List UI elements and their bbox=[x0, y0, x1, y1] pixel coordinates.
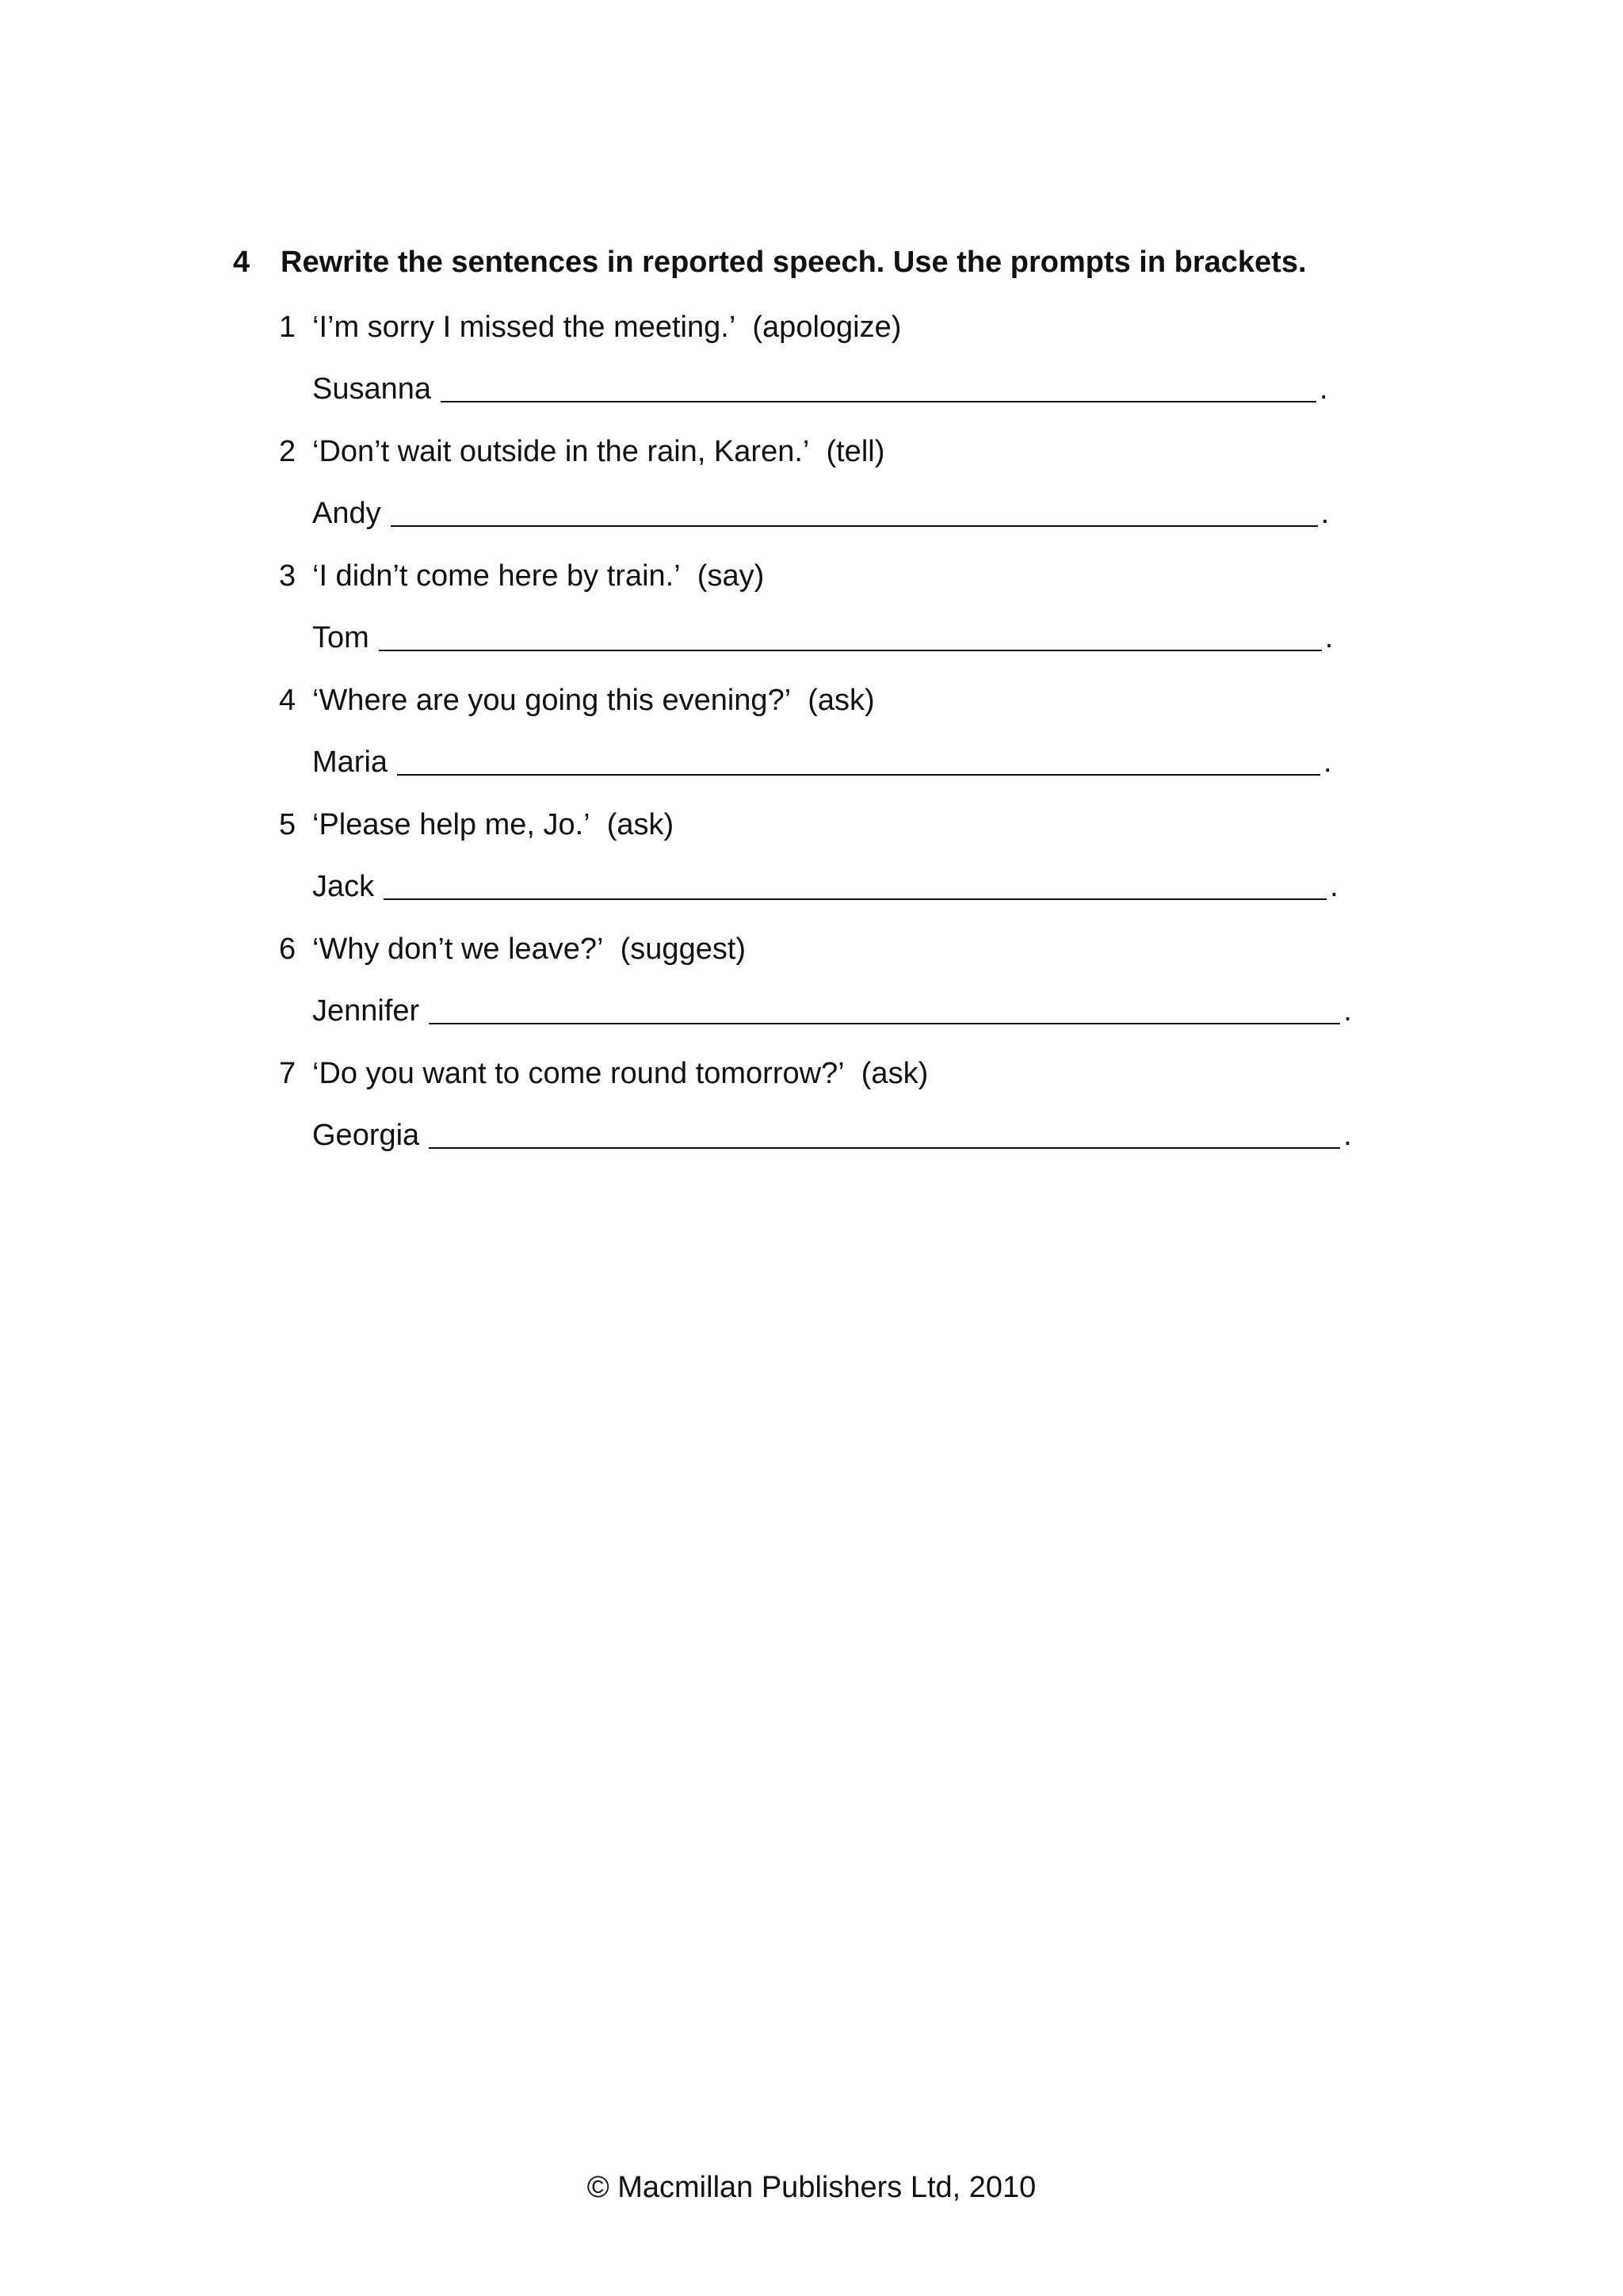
exercise-item-5 bbox=[279, 805, 1388, 906]
exercise-number: 4 bbox=[233, 246, 250, 279]
item-number: 7 bbox=[279, 1057, 296, 1090]
answer-blank[interactable] bbox=[429, 991, 1340, 1024]
answer-blank[interactable] bbox=[397, 742, 1320, 776]
exercise-item-6 bbox=[279, 929, 1388, 1031]
item-prompt-line bbox=[279, 681, 1388, 720]
item-number: 3 bbox=[279, 559, 296, 593]
exercise-instruction: Rewrite the sentences in reported speech. Use the prompts in brackets. bbox=[281, 246, 1307, 279]
item-subject: Jack bbox=[312, 870, 375, 903]
item-verb-prompt: (apologize) bbox=[752, 311, 902, 344]
exercise-item-1 bbox=[279, 307, 1388, 409]
item-subject: Maria bbox=[312, 746, 388, 779]
item-subject: Georgia bbox=[312, 1119, 420, 1152]
item-quote: ‘I’m sorry I missed the meeting.’ bbox=[312, 311, 736, 344]
item-prompt-line bbox=[279, 929, 1388, 969]
item-number: 1 bbox=[279, 311, 296, 344]
exercise-item-3 bbox=[279, 556, 1388, 658]
exercise-item-4 bbox=[279, 681, 1388, 782]
item-prompt-line bbox=[279, 556, 1388, 596]
item-verb-prompt: (ask) bbox=[861, 1057, 929, 1090]
item-end-mark: . bbox=[1323, 746, 1332, 779]
item-end-mark: . bbox=[1319, 372, 1328, 406]
answer-blank[interactable] bbox=[429, 1116, 1340, 1149]
item-end-mark: . bbox=[1324, 621, 1334, 654]
item-subject: Andy bbox=[312, 497, 381, 530]
item-answer-line bbox=[312, 867, 1388, 906]
item-answer-line bbox=[312, 369, 1388, 409]
item-answer-line bbox=[312, 991, 1388, 1031]
item-verb-prompt: (ask) bbox=[606, 808, 674, 841]
item-prompt-line bbox=[279, 805, 1388, 845]
item-quote: ‘Do you want to come round tomorrow?’ bbox=[312, 1057, 845, 1090]
item-answer-line bbox=[312, 742, 1388, 782]
item-answer-line bbox=[312, 1116, 1388, 1155]
item-quote: ‘Why don’t we leave?’ bbox=[312, 933, 604, 966]
item-subject: Susanna bbox=[312, 372, 432, 406]
item-prompt-line bbox=[279, 307, 1388, 347]
item-quote: ‘I didn’t come here by train.’ bbox=[312, 559, 681, 593]
item-end-mark: . bbox=[1330, 870, 1338, 903]
item-subject: Tom bbox=[312, 621, 369, 654]
item-answer-line bbox=[312, 618, 1388, 658]
exercise-heading bbox=[233, 246, 1307, 280]
item-prompt-line bbox=[279, 1054, 1388, 1093]
item-number: 4 bbox=[279, 684, 296, 717]
copyright-footer: © Macmillan Publishers Ltd, 2010 bbox=[586, 2171, 1037, 2204]
item-verb-prompt: (tell) bbox=[826, 435, 885, 468]
item-end-mark: . bbox=[1343, 994, 1352, 1028]
item-number: 6 bbox=[279, 933, 296, 966]
answer-blank[interactable] bbox=[384, 867, 1327, 900]
item-verb-prompt: (ask) bbox=[808, 684, 875, 717]
answer-blank[interactable] bbox=[441, 369, 1316, 402]
item-answer-line bbox=[312, 494, 1388, 533]
item-verb-prompt: (say) bbox=[697, 559, 765, 593]
item-verb-prompt: (suggest) bbox=[620, 933, 747, 966]
item-quote: ‘Where are you going this evening?’ bbox=[312, 684, 792, 717]
exercise-item-7 bbox=[279, 1054, 1388, 1155]
answer-blank[interactable] bbox=[379, 618, 1322, 651]
item-quote: ‘Please help me, Jo.’ bbox=[312, 808, 590, 841]
item-prompt-line bbox=[279, 432, 1388, 471]
item-number: 2 bbox=[279, 435, 296, 468]
item-quote: ‘Don’t wait outside in the rain, Karen.’ bbox=[312, 435, 810, 468]
item-end-mark: . bbox=[1320, 497, 1330, 530]
answer-blank[interactable] bbox=[391, 494, 1318, 527]
item-number: 5 bbox=[279, 808, 296, 841]
item-end-mark: . bbox=[1343, 1119, 1352, 1152]
item-subject: Jennifer bbox=[312, 994, 420, 1028]
exercise-item-2 bbox=[279, 432, 1388, 533]
